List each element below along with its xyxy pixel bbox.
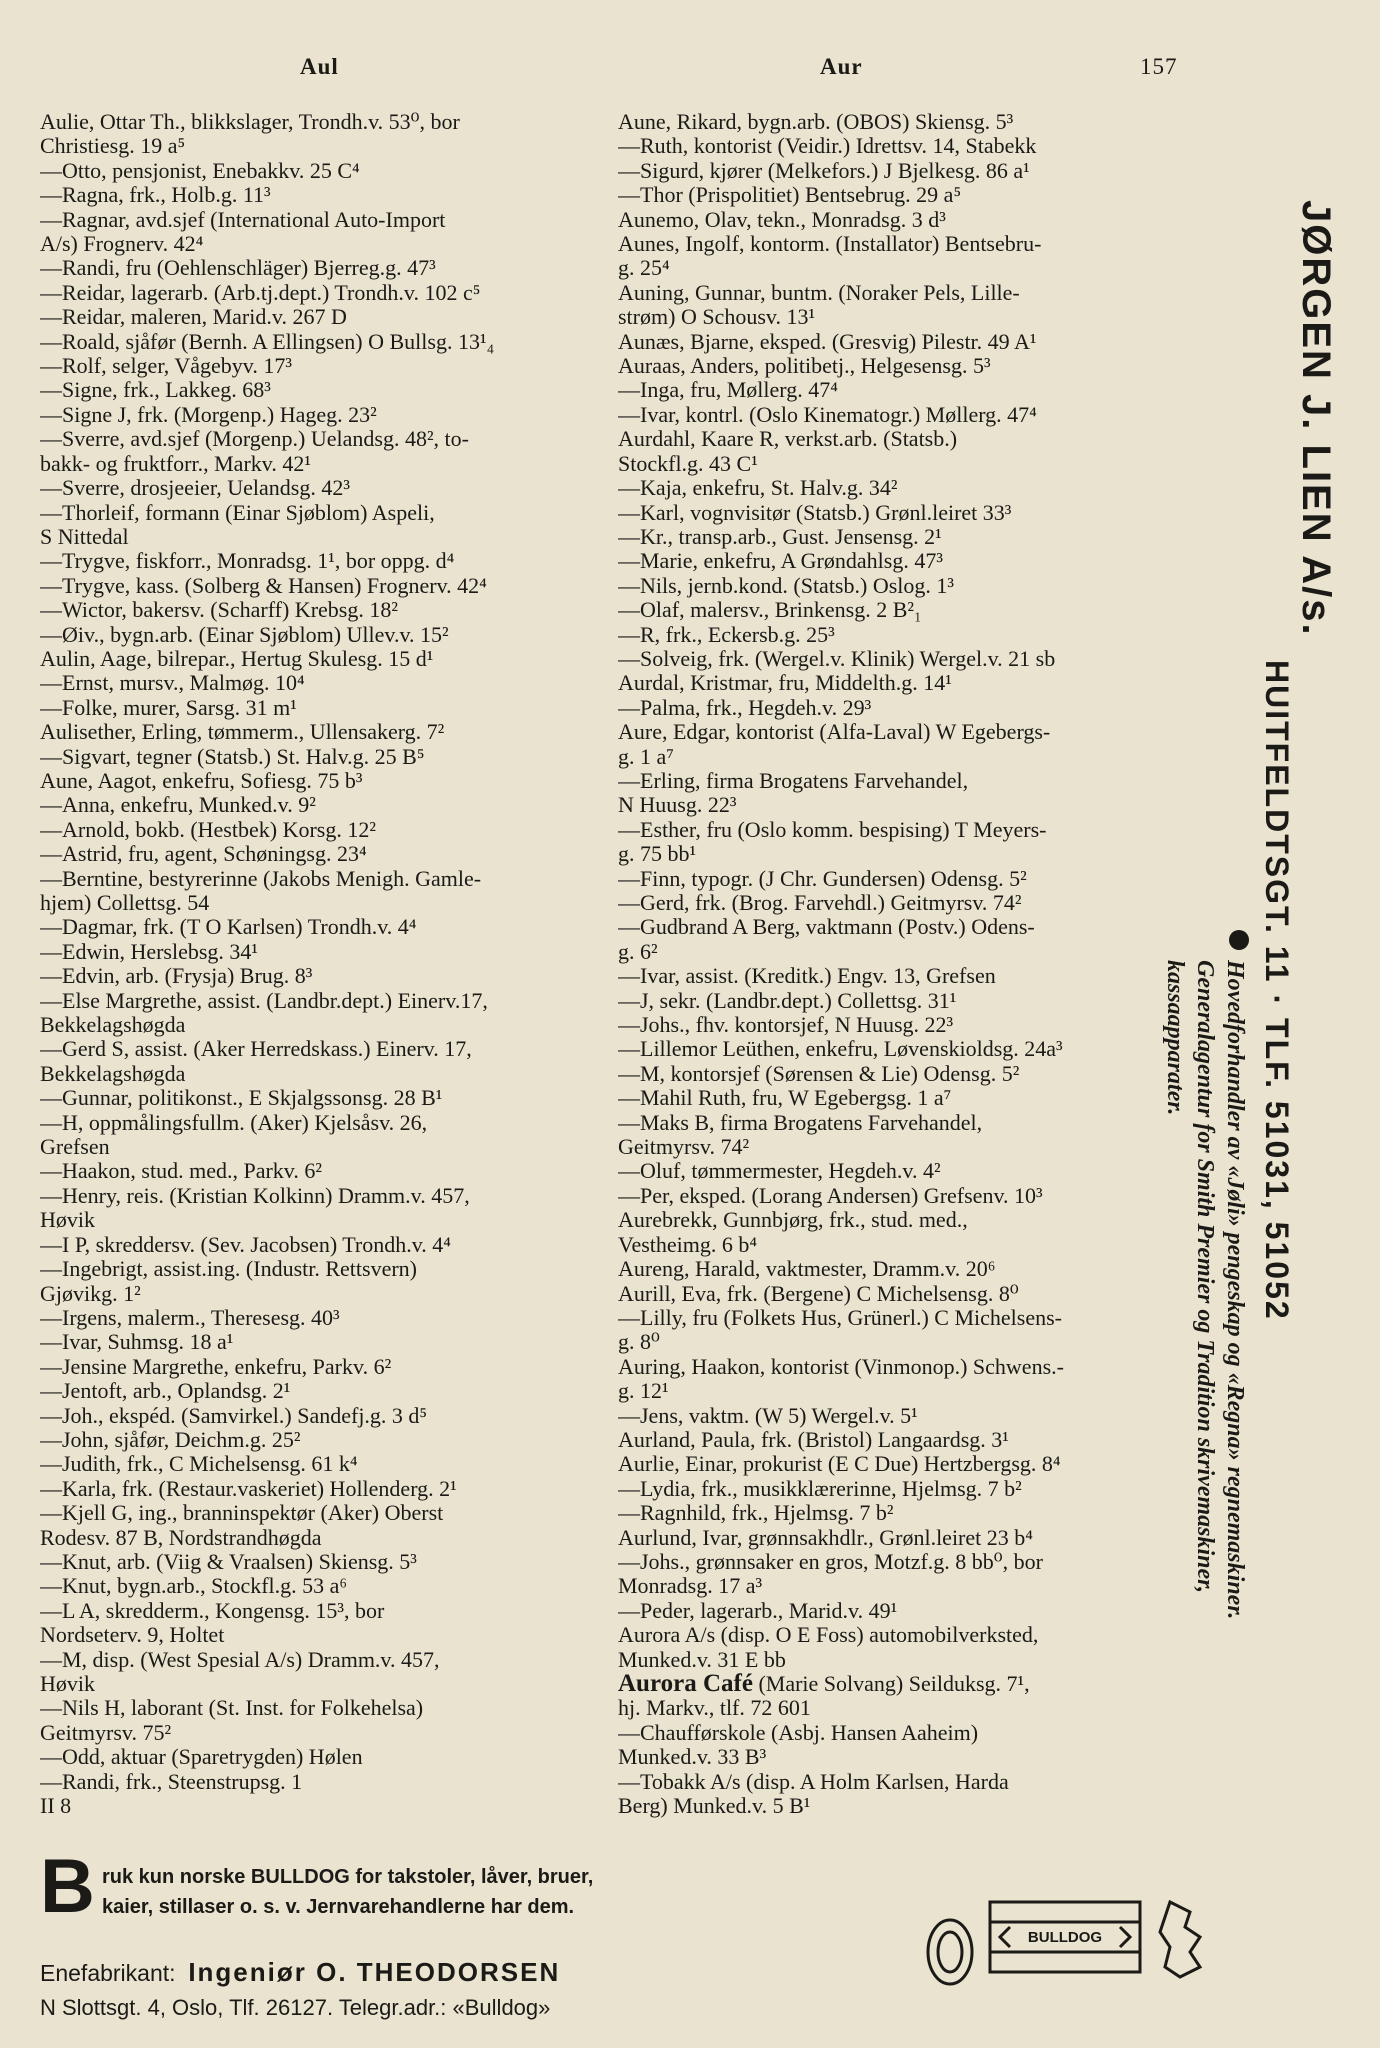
directory-entry-line: Aulisether, Erling, tømmerm., Ullensakerg. 7² [40,720,445,745]
directory-entry-line: Aunæs, Bjarne, eksped. (Gresvig) Pilestr. 49 A¹ [618,329,1037,354]
directory-entry-line: Aurebrekk, Gunnbjørg, frk., stud. med., [618,1208,968,1233]
directory-entry-line: Aunes, Ingolf, kontorm. (Installator) Bentsebru- [618,232,1042,257]
directory-entry-line: —Edvin, arb. (Frysja) Brug. 8³ [40,964,313,989]
right-column-entries [618,110,1190,1672]
directory-entry-line: —Sigurd, kjører (Melkefors.) J Bjelkesg. 86 a¹ [618,158,1030,183]
directory-entry-line: —Sigvart, tegner (Statsb.) St. Halv.g. 25 B⁵ [40,744,425,769]
cafe-line: Munked.v. 33 B³ [618,1745,767,1770]
directory-entry-line: —Øiv., bygn.arb. (Einar Sjøblom) Ullev.v. 15² [40,622,449,647]
ad-company-name: JØRGEN J. LIEN A/s. [1294,200,1338,637]
directory-entry-line: —H, oppmålingsfullm. (Aker) Kjelsåsv. 26, [40,1110,428,1135]
ad-bullet-dot [1229,930,1249,950]
directory-entry-line: Auring, Haakon, kontorist (Vinmonop.) Schwens.- [618,1354,1064,1379]
directory-entry-line: —Astrid, fru, agent, Schøningsg. 23⁴ [40,842,367,867]
directory-entry-line: Aunemo, Olav, tekn., Monradsg. 3 d³ [618,207,946,232]
directory-entry-line: Stockfl.g. 43 C¹ [618,451,758,476]
directory-entry-line: —Erling, firma Brogatens Farvehandel, [618,768,969,793]
directory-entry-line: —Judith, frk., C Michelsensg. 61 k⁴ [40,1452,358,1477]
directory-entry-line: —Ingebrigt, assist.ing. (Industr. Rettsvern) [40,1257,418,1282]
directory-entry-line: —Kaja, enkefru, St. Halv.g. 34² [618,476,898,501]
directory-entry-line: —Henry, reis. (Kristian Kolkinn) Dramm.v. 457, [40,1183,470,1208]
header-left-keyword: Aul [300,54,339,79]
directory-entry-line: —Trygve, fiskforr., Monradsg. 1¹, bor oppg. d⁴ [40,549,455,574]
directory-entry-line: —Nils H, laborant (St. Inst. for Folkehelsa) [40,1696,424,1721]
directory-entry-line: g. 12¹ [618,1379,669,1404]
directory-entry-line: —Arnold, bokb. (Hestbek) Korsg. 12² [40,817,376,842]
directory-entry-line: S Nittedal [40,524,129,549]
directory-entry-line: Gjøvikg. 1² [40,1281,141,1306]
directory-entry-line: —Randi, frk., Steenstrupsg. 1 [40,1769,303,1794]
directory-entry-line: —Ruth, kontorist (Veidir.) Idrettsv. 14, Stabekk [618,134,1037,159]
directory-entry-line: Grefsen [40,1135,110,1160]
directory-entry-line: —Jentoft, arb., Oplandsg. 2¹ [40,1379,291,1404]
directory-entry-line: —Lillemor Leüthen, enkefru, Løvenskioldsg. 24a³ [618,1037,1063,1062]
directory-entry-line: Aurdal, Kristmar, fru, Middelth.g. 14¹ [618,671,952,696]
directory-entry-line: —Knut, arb. (Viig & Vraalsen) Skiensg. 5³ [40,1549,417,1574]
directory-entry-line: —Marie, enkefru, A Grøndahlsg. 47³ [618,549,943,574]
cafe-line: Berg) Munked.v. 5 B¹ [618,1794,811,1819]
directory-entry-line: —Ernst, mursv., Malmøg. 10⁴ [40,671,305,696]
directory-entry-line: —Nils, jernb.kond. (Statsb.) Oslog. 1³ [618,573,954,598]
cafe-line1-rest: (Marie Solvang) Seilduksg. 7¹, [752,1672,1030,1696]
directory-entry-line: Aureng, Harald, vaktmester, Dramm.v. 20⁶ [618,1257,996,1282]
cafe-line: —Tobakk A/s (disp. A Holm Karlsen, Harda [618,1769,1009,1794]
directory-entry-line: —Olaf, malersv., Brinkensg. 2 B²₁ [618,598,922,623]
directory-entry-line: —Otto, pensjonist, Enebakkv. 25 C⁴ [40,158,360,183]
directory-entry-line: —Johs., grønnsaker en gros, Motzf.g. 8 bb⁰, bor [618,1549,1043,1574]
directory-entry-line: —Edwin, Herslebsg. 34¹ [40,939,259,964]
directory-entry-line: Aurill, Eva, frk. (Bergene) C Michelsensg. 8⁰ [618,1281,1019,1306]
directory-entry-line: —R, frk., Eckersb.g. 25³ [618,622,835,647]
directory-entry-line: —Rolf, selger, Vågebyv. 17³ [40,354,292,379]
directory-entry-line: —Gudbrand A Berg, vaktmann (Postv.) Odens- [618,915,1035,940]
directory-entry-line: A/s) Frognerv. 42⁴ [40,232,204,257]
maker-label: Enefabrikant: [40,1960,176,1986]
ad-line-2: kaier, stillaser o. s. v. Jernvarehandlerne har dem. [102,1896,575,1918]
directory-entry-line: —Solveig, frk. (Wergel.v. Klinik) Wergel.v. 21 sb [618,646,1056,671]
ad-description: Hovedforhandler av «Jøli» pengeskap og «Regna» regnemaskiner. Generalagentur for Smith Premier og Tradition skrivemaskiner, kassaapparater. [1162,960,1248,1620]
directory-entry-line: g. 25⁴ [618,256,670,281]
directory-entry-line: —Inga, fru, Møllerg. 47⁴ [618,378,838,403]
directory-entry-line: —Ragnar, avd.sjef (International Auto-Import [40,207,446,232]
directory-entry-line: —Berntine, bestyrerinne (Jakobs Menigh. Gamle- [40,866,482,891]
directory-entry-line: —Sverre, avd.sjef (Morgenp.) Uelandsg. 48², to- [40,427,469,452]
directory-entry-line: —Knut, bygn.arb., Stockfl.g. 53 a⁶ [40,1574,348,1599]
directory-entry-line: Aune, Aagot, enkefru, Sofiesg. 75 b³ [40,768,363,793]
directory-entry-line: —Joh., ekspéd. (Samvirkel.) Sandefj.g. 3 d⁵ [40,1403,428,1428]
directory-entry-line: Christiesg. 19 a⁵ [40,134,186,159]
directory-entry-line: Rodesv. 87 B, Nordstrandhøgda [40,1525,322,1550]
ad-initial-letter: B [40,1844,95,1929]
ad-manufacturer [40,1957,560,1988]
directory-entry-line: —Karl, vognvisitør (Statsb.) Grønl.leiret 33³ [618,500,1012,525]
directory-entry-line: hjem) Collettsg. 54 [40,891,210,915]
directory-entry-line: —Lilly, fru (Folkets Hus, Grünerl.) C Michelsens- [618,1305,1063,1330]
directory-entry-line: Vestheimg. 6 b⁴ [618,1232,758,1257]
directory-entry-line: Høvik [40,1672,95,1696]
directory-entry-line: —Else Margrethe, assist. (Landbr.dept.) Einerv.17, [40,988,488,1013]
directory-entry-line: Monradsg. 17 a³ [618,1574,763,1599]
cafe-entry [618,1672,1190,1696]
directory-entry-line: —Kr., transp.arb., Gust. Jensensg. 2¹ [618,524,942,549]
cafe-line: hj. Markv., tlf. 72 601 [618,1696,811,1721]
directory-entry-line: —Reidar, maleren, Marid.v. 267 D [40,305,347,330]
directory-entry-line: —Thorleif, formann (Einar Sjøblom) Aspeli, [40,500,435,525]
directory-entry-line: —Ragnhild, frk., Hjelmsg. 7 b² [618,1501,894,1526]
directory-entry-line: —Trygve, kass. (Solberg & Hansen) Frognerv. 42⁴ [40,573,487,598]
directory-entry-line: —Randi, fru (Oehlenschläger) Bjerreg.g. 47³ [40,256,436,281]
directory-entry-line: Geitmyrsv. 74² [618,1135,750,1160]
directory-entry-line: —Maks B, firma Brogatens Farvehandel, [618,1110,983,1135]
directory-entry-line: —Gunnar, politikonst., E Skjalgssonsg. 28 B¹ [40,1086,443,1111]
directory-entry-line: N Huusg. 22³ [618,793,737,818]
directory-entry-line: —Gerd S, assist. (Aker Herredskass.) Einerv. 17, [40,1037,472,1062]
directory-entry-line: —Lydia, frk., musikklærerinne, Hjelmsg. 7 b² [618,1476,1022,1501]
directory-entry-line: —Ivar, Suhmsg. 18 a¹ [40,1330,234,1355]
ad-address-line: N Slottsgt. 4, Oslo, Tlf. 26127. Telegr.adr.: «Bulldog» [40,1995,551,2020]
directory-entry-line: bakk- og fruktforr., Markv. 42¹ [40,451,311,476]
page-number: 157 [1140,54,1178,79]
directory-entry-line: Aurlie, Einar, prokurist (E C Due) Hertzbergsg. 8⁴ [618,1452,1061,1477]
header-right-keyword: Aur [820,54,863,79]
directory-entry-line: —M, disp. (West Spesial A/s) Dramm.v. 457, [40,1647,440,1672]
directory-entry-line: Aune, Rikard, bygn.arb. (OBOS) Skiensg. 5³ [618,110,1014,134]
directory-entry-line: —Esther, fru (Oslo komm. bespising) T Meyers- [618,817,1047,842]
directory-entry-line: Aurdahl, Kaare R, verkst.arb. (Statsb.) [618,427,958,452]
left-column [40,110,612,1818]
directory-entry-line: —Ivar, assist. (Kreditk.) Engv. 13, Grefsen [618,964,996,989]
directory-entry-line: Aurora A/s (disp. O E Foss) automobilverksted, [618,1623,1039,1648]
side-advertisement [1162,200,1350,1740]
directory-entry-line: —Dagmar, frk. (T O Karlsen) Trondh.v. 4⁴ [40,915,417,940]
ad-line-1: ruk kun norske BULLDOG for takstoler, låver, bruer, [102,1866,594,1888]
directory-entry-line: —John, sjåfør, Deichm.g. 25² [40,1427,301,1452]
directory-entry-line: —Sverre, drosjeeier, Uelandsg. 42³ [40,476,350,501]
directory-entry-line: Aurlund, Ivar, grønnsakhdlr., Grønl.leiret 23 b⁴ [618,1525,1033,1550]
directory-entry-line: Aurland, Paula, frk. (Bristol) Langaardsg. 3¹ [618,1427,1009,1452]
cafe-name: Aurora Café [618,1672,753,1697]
directory-entry-line: g. 75 bb¹ [618,842,697,867]
directory-entry-line: —M, kontorsjef (Sørensen & Lie) Odensg. 5² [618,1061,1020,1086]
ad-address: HUITFELDTSGT. 11 · TLF. 51031, 51052 [1259,660,1295,1321]
directory-entry-line: —Gerd, frk. (Brog. Farvehdl.) Geitmyrsv. 74² [618,891,1022,915]
directory-entry-line: —Oluf, tømmermester, Hegdeh.v. 4² [618,1159,941,1184]
directory-entry-line: II 8 [40,1794,72,1819]
directory-entry-line: —Palma, frk., Hegdeh.v. 29³ [618,695,872,720]
bottom-advertisement [40,1844,1340,2022]
directory-entry-line: Aulin, Aage, bilrepar., Hertug Skulesg. 15 d¹ [40,646,434,671]
directory-entry-line: Bekkelagshøgda [40,1013,186,1038]
maker-name: Ingeniør O. THEODORSEN [188,1957,561,1987]
directory-entry-line: Geitmyrsv. 75² [40,1720,172,1745]
directory-entry-line: —Mahil Ruth, fru, W Egebergsg. 1 a⁷ [618,1086,952,1111]
directory-entry-line: —Jens, vaktm. (W 5) Wergel.v. 5¹ [618,1403,918,1428]
directory-entry-line: —Irgens, malerm., Theresesg. 40³ [40,1305,340,1330]
directory-entry-line: —Signe, frk., Lakkeg. 68³ [40,378,271,403]
directory-entry-line: —Roald, sjåfør (Bernh. A Ellingsen) O Bullsg. 13¹₄ [40,329,495,354]
directory-entry-line: —Finn, typogr. (J Chr. Gundersen) Odensg. 5² [618,866,1027,891]
directory-entry-line: Munked.v. 31 E bb [618,1647,786,1672]
directory-entry-line: —Kjell G, ing., branninspektør (Aker) Oberst [40,1501,444,1526]
directory-entry-line: —Peder, lagerarb., Marid.v. 49¹ [618,1598,898,1623]
directory-entry-line: g. 1 a⁷ [618,744,674,769]
directory-entry-line: Høvik [40,1208,95,1233]
directory-entry-line: —Ragna, frk., Holb.g. 11³ [40,183,271,208]
directory-entry-line: —I P, skreddersv. (Sev. Jacobsen) Trondh.v. 4⁴ [40,1232,451,1257]
directory-entry-line: —L A, skredderm., Kongensg. 15³, bor [40,1598,385,1623]
directory-entry-line: g. 8⁰ [618,1330,660,1355]
directory-entry-line: —Ivar, kontrl. (Oslo Kinematogr.) Møllerg. 47⁴ [618,402,1037,427]
bulldog-connector-illustration [920,1872,1220,1992]
directory-entry-line: —Anna, enkefru, Munked.v. 9² [40,793,316,818]
directory-entry-line: —Jensine Margrethe, enkefru, Parkv. 6² [40,1354,392,1379]
directory-entry-line: Auraas, Anders, politibetj., Helgesensg. 5³ [618,354,991,379]
directory-entry-line: strøm) O Schousv. 13¹ [618,305,816,330]
directory-entry-line: Aure, Edgar, kontorist (Alfa-Laval) W Egebergs- [618,720,1051,745]
directory-entry-line: Aulie, Ottar Th., blikkslager, Trondh.v. 53⁰, bor [40,110,460,134]
directory-entry-line: —Odd, aktuar (Sparetrygden) Hølen [40,1745,363,1770]
directory-entry-line: —Thor (Prispolitiet) Bentsebrug. 29 a⁵ [618,183,962,208]
right-column [618,110,1190,1818]
directory-entry-line: Bekkelagshøgda [40,1061,186,1086]
directory-entry-line: —J, sekr. (Landbr.dept.) Collettsg. 31¹ [618,988,957,1013]
directory-entry-line: —Folke, murer, Sarsg. 31 m¹ [40,695,297,720]
directory-entry-line: —Johs., fhv. kontorsjef, N Huusg. 22³ [618,1013,954,1038]
directory-entry-line: —Karla, frk. (Restaur.vaskeriet) Hollenderg. 2¹ [40,1476,457,1501]
directory-entry-line: —Per, eksped. (Lorang Andersen) Grefsenv. 10³ [618,1183,1043,1208]
directory-entry-line: —Reidar, lagerarb. (Arb.tj.dept.) Trondh.v. 102 c⁵ [40,280,481,305]
directory-entry-line: Auning, Gunnar, buntm. (Noraker Pels, Lille- [618,280,1020,305]
directory-entry-line: —Wictor, bakersv. (Scharff) Krebsg. 18² [40,598,398,623]
directory-entry-line: —Haakon, stud. med., Parkv. 6² [40,1159,322,1184]
clip-label: BULLDOG [1027,1929,1103,1946]
directory-entry-line: Nordseterv. 9, Holtet [40,1623,225,1648]
directory-entry-line: g. 6² [618,939,658,964]
directory-entry-line: —Signe J, frk. (Morgenp.) Hageg. 23² [40,402,377,427]
cafe-line: —Chaufførskole (Asbj. Hansen Aaheim) [618,1720,979,1745]
